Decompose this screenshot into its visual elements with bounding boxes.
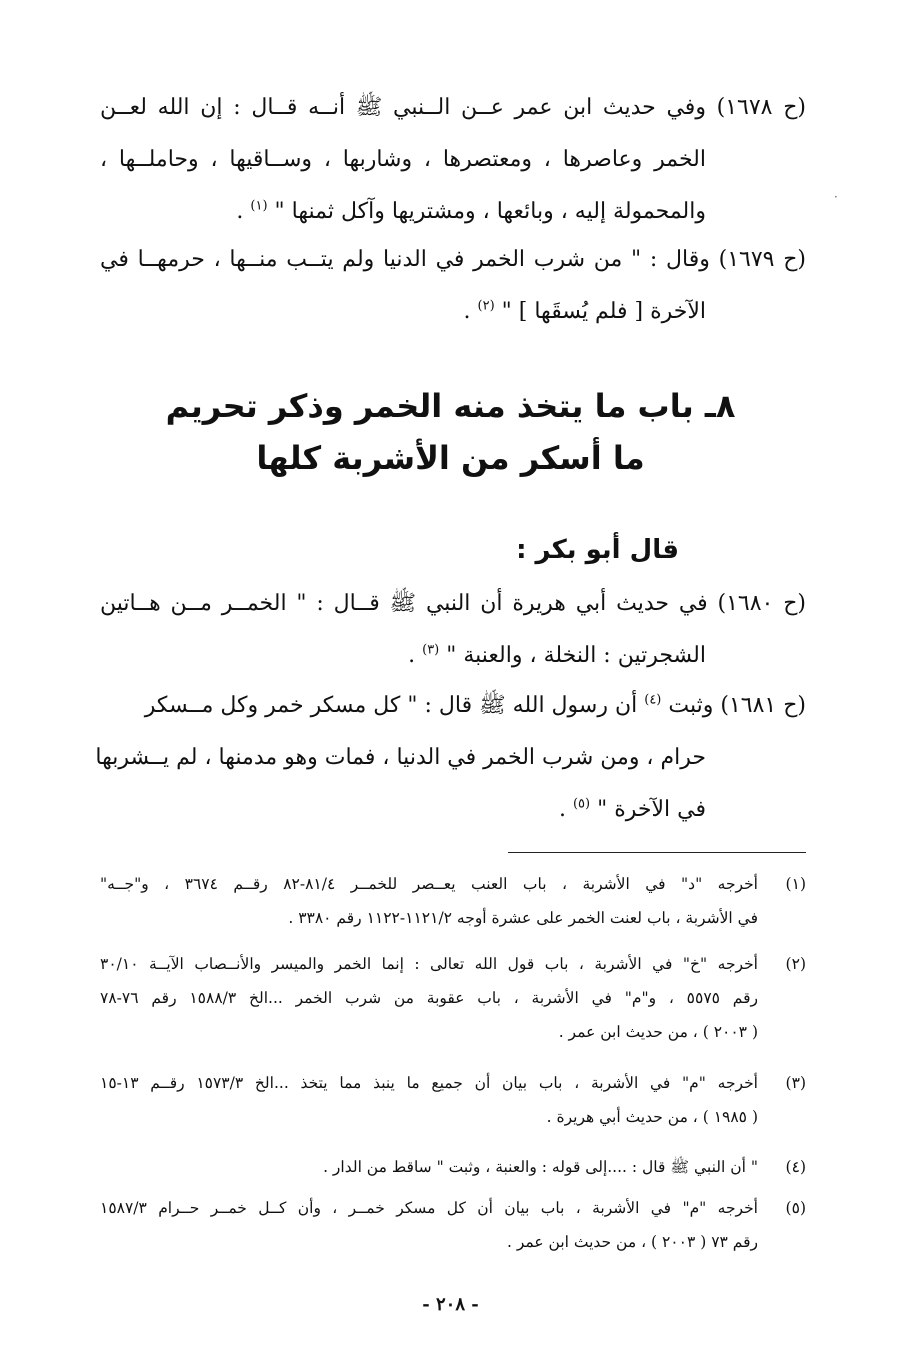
chapter-heading-line1: ٨ـ باب ما يتخذ منه الخمر وذكر تحريم [165,387,736,425]
hadith-1680 [100,578,806,682]
text-segment: في الآخرة " [597,797,706,822]
text-line [100,286,806,338]
text-segment: أن رسول الله ﷺ قال : " كل مسكر خمر وكل مــسكر [144,693,638,718]
footnote-text: ( ١٩٨٥ ) ، من حديث أبي هريرة . [546,1108,758,1126]
text-segment: الآخرة [ فلم يُسقَها ] " [501,299,706,324]
footnote-text: في الأشربة ، باب لعنت الخمر على عشرة أوجه ١١٢١/٢-١١٢٢ رقم ٣٣٨٠ . [288,909,758,927]
text-segment: . [236,199,251,224]
footnote-text: " أن النبي ﷺ قال : ....إلى قوله : والعنبة ، وثبت " ساقط من الدار . [323,1158,758,1176]
footnote-ref: (٣) [422,642,440,658]
text-line: (ح ١٦٨٠) في حديث أبي هريرة أن النبي ﷺ قــال : " الخمــر مــن هــاتين [100,591,806,616]
text-segment: والمحمولة إليه ، وبائعها ، ومشتريها وآكل ثمنها " [274,199,706,224]
text-segment: . [408,643,423,668]
text-segment: . [558,797,573,822]
text-line: (ح ١٦٧٩) وقال : " من شرب الخمر في الدنيا ولم يتــب منــها ، حرمهــا في [100,247,807,272]
text-line [100,186,806,238]
text-segment: (ح ١٦٨١) وثبت [668,693,806,718]
footnote-text: رقم ٧٣ ( ٢٠٠٣ ) ، من حديث ابن عمر . [506,1233,758,1251]
speaker-heading: قال أبو بكر : [516,535,679,565]
text-segment: الشجرتين : النخلة ، والعنبة " [446,643,706,668]
footnote-1 [100,867,806,935]
text-line: الخمر وعاصرها ، ومعتصرها ، وشاربها ، وســاقيها ، وحاملــها ، [100,147,706,172]
footnote-text: أخرجه "م" في الأشربة ، باب بيان أن كل مسكر خمــر ، وأن كــل خمــر حــرام ١٥٨٧/٣ [100,1199,758,1217]
hadith-1681 [95,680,806,836]
chapter-heading-line2: ما أسكر من الأشربة كلها [256,439,645,477]
footnote-text: أخرجه "خ" في الأشربة ، باب قول الله تعالى : إنما الخمر والميسر والأنــصاب الآيــة ٣٠/١٠ [100,955,758,973]
footnote-ref: (٢) [477,298,495,314]
page-number: - ٢٠٨ - [422,1294,479,1315]
footnote-5 [100,1191,806,1259]
hadith-1679 [100,234,806,338]
footnote-number: (١) [785,875,806,893]
hadith-1678 [100,82,806,238]
text-line: حرام ، ومن شرب الخمر في الدنيا ، فمات وهو مدمنها ، لم يــشربها [95,745,706,770]
scan-speck: · [834,190,838,204]
footnote-text: أخرجه "م" في الأشربة ، باب بيان أن جميع ما ينبذ مما يتخذ ...الخ ١٥٧٣/٣ رقــم ١٣-١٥ [100,1074,758,1092]
footnote-number: (٣) [785,1074,806,1092]
text-line: (ح ١٦٧٨) وفي حديث ابن عمر عــن الــنبي ﷺ أنــه قــال : إن الله لعــن [100,95,806,120]
footnote-number: (٥) [785,1199,806,1217]
chapter-heading [0,380,901,484]
footnote-2 [100,947,806,1049]
text-line [100,784,806,836]
footnote-number: (٤) [785,1158,806,1176]
footnote-text: رقم ٥٥٧٥ ، و"م" في الأشربة ، باب عقوبة من شرب الخمر ...الخ ١٥٨٨/٣ رقم ٧٦-٧٨ [100,989,758,1007]
text-line [100,630,806,682]
footnote-3 [100,1066,806,1134]
footnote-number: (٢) [785,955,806,973]
footnote-text: أخرجه "د" في الأشربة ، باب العنب يعــصر للخمــر ٨١/٤-٨٢ رقــم ٣٦٧٤ ، و"جــه" [100,875,758,893]
footnote-ref: (٥) [572,796,591,812]
text-line [100,680,806,732]
footnote-ref: (١) [250,198,268,214]
text-segment: . [463,299,478,324]
footnote-ref: (٤) [644,692,662,708]
footnote-divider [508,852,806,853]
footnote-text: ( ٢٠٠٣ ) ، من حديث ابن عمر . [558,1023,758,1041]
footnote-4 [100,1150,806,1184]
